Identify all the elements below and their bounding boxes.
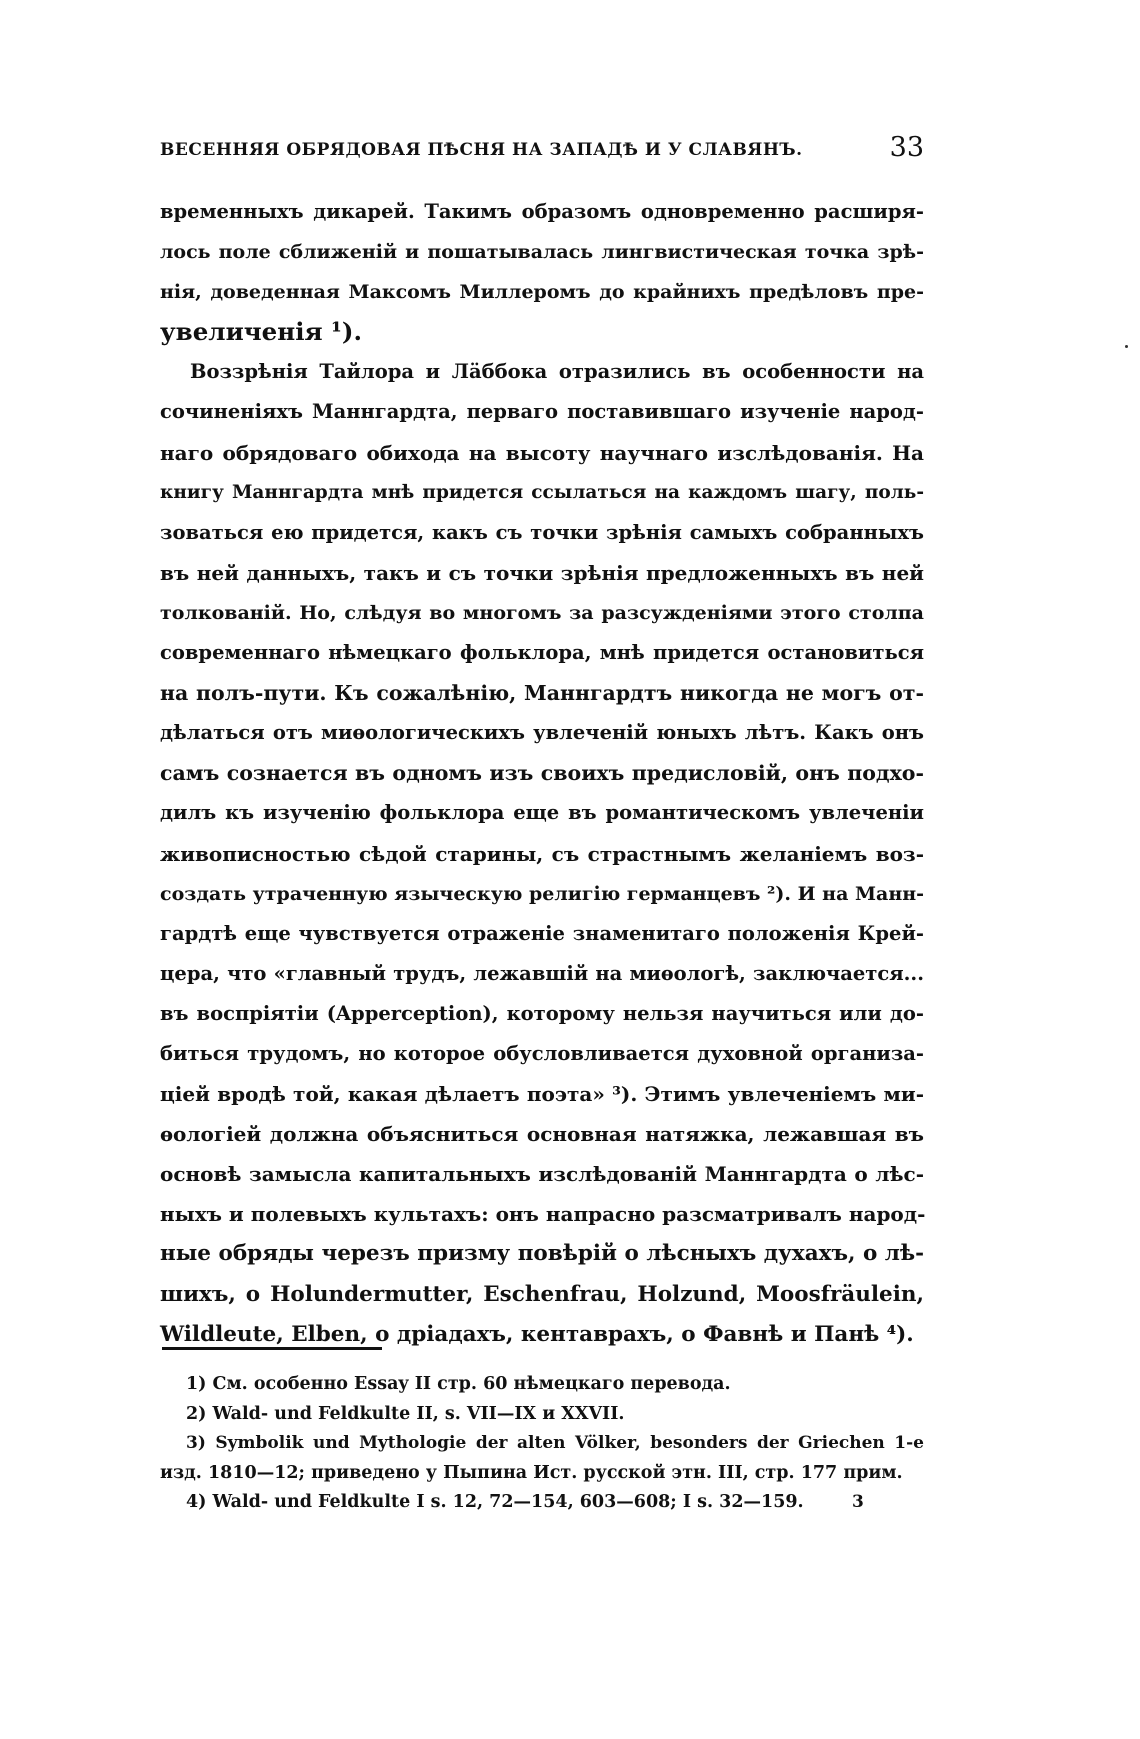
footnote-3-continued: изд. 1810—12; приведено у Пыпина Ист. русской этн. III, стр. 177 прим.: [160, 1462, 903, 1483]
text-line: въ ней данныхъ, такъ и съ точки зрѣнія предложенныхъ въ ней: [160, 560, 924, 585]
text-line: шихъ, о Holundermutter, Eschenfrau, Holzund, Moosfräulein,: [160, 1281, 924, 1307]
text-line: ѳологіей должна объясниться основная натяжка, лежавшая въ: [160, 1122, 924, 1147]
signature-mark: 3: [852, 1492, 864, 1512]
text-line: толкованій. Но, слѣдуя во многомъ за разсужденіями этого столпа: [160, 601, 924, 624]
footnote-divider: [162, 1347, 382, 1350]
text-line: лось поле сближеній и пошатывалась лингвистическая точка зрѣ-: [160, 241, 924, 264]
text-line: ныхъ и полевыхъ культахъ: онъ напрасно разсматривалъ народ-: [160, 1202, 926, 1227]
text-line: наго обрядоваго обихода на высоту научнаго изслѣдованія. На: [160, 440, 924, 465]
text-line: создать утраченную языческую религію германцевъ ²). И на Манн-: [160, 882, 925, 905]
text-line: биться трудомъ, но которое обусловливается духовной организа-: [160, 1041, 924, 1065]
text-line: живописностью сѣдой старины, съ страстнымъ желаніемъ воз-: [160, 841, 924, 866]
text-line: дилъ къ изученію фольклора еще въ романтическомъ увлеченіи: [160, 801, 924, 825]
text-line: Wildleute, Elben, о дріадахъ, кентаврахъ, о Фавнѣ и Панѣ ⁴).: [160, 1321, 914, 1347]
text-line: самъ сознается въ одномъ изъ своихъ предисловій, онъ подхо-: [160, 761, 924, 786]
text-line: нія, доведенная Максомъ Миллеромъ до крайнихъ предѣловъ пре-: [160, 281, 924, 304]
footnotes: [160, 1370, 924, 1518]
text-line: въ воспріятіи (Apperception), которому нельзя научиться или до-: [160, 1001, 924, 1025]
running-head: [160, 132, 940, 172]
text-line: на полъ-пути. Къ сожалѣнію, Маннгардтъ никогда не могъ от-: [160, 681, 924, 706]
text-line: гардтѣ еще чувствуется отраженіе знаменитаго положенія Крей-: [160, 921, 924, 945]
text-line: основѣ замысла капитальныхъ изслѣдованій Маннгардта о лѣс-: [160, 1162, 924, 1187]
running-title: ВЕСЕННЯЯ ОБРЯДОВАЯ ПѢСНЯ НА ЗАПАДѢ И У СЛАВЯНЪ.: [160, 140, 803, 160]
text-line: книгу Маннгардта мнѣ придется ссылаться на каждомъ шагу, поль-: [160, 481, 924, 503]
text-line: сочиненіяхъ Маннгардта, перваго поставившаго изученіе народ-: [160, 400, 924, 424]
text-line: ціей вродѣ той, какая дѣлаетъ поэта» ³). Этимъ увлеченіемъ ми-: [160, 1082, 924, 1107]
text-line: временныхъ дикарей. Такимъ образомъ одновременно расширя-: [160, 200, 924, 223]
text-line: цера, что «главный трудъ, лежавшій на миѳологѣ, заключается...: [160, 961, 924, 985]
footnote-2: 2) Wald- und Feldkulte II, s. VII—IX и XXVII.: [186, 1403, 625, 1424]
text-line: современнаго нѣмецкаго фольклора, мнѣ придется остановиться: [160, 641, 924, 665]
text-line: дѣлаться отъ миѳологическихъ увлеченій юныхъ лѣтъ. Какъ онъ: [160, 721, 924, 745]
text-line: увеличенія ¹).: [160, 317, 362, 347]
footnote-1: 1) См. особенно Essay II стр. 60 нѣмецкаго перевода.: [186, 1374, 731, 1394]
scan-speck: [1125, 345, 1128, 348]
text-line: Воззрѣнія Тайлора и Лäббока отразились въ особенности на: [190, 360, 924, 384]
text-line: зоваться ею придется, какъ съ точки зрѣнія самыхъ собранныхъ: [160, 520, 924, 544]
text-line: ные обряды черезъ призму повѣрій о лѣсныхъ духахъ, о лѣ-: [160, 1241, 924, 1267]
footnote-4: 4) Wald- und Feldkulte I s. 12, 72—154, 603—608; I s. 32—159.: [186, 1492, 804, 1512]
footnote-3: 3) Symbolik und Mythologie der alten Völker, besonders der Griechen 1-е: [186, 1433, 924, 1453]
body-text: [160, 192, 924, 1355]
page-number: 33: [889, 132, 924, 163]
